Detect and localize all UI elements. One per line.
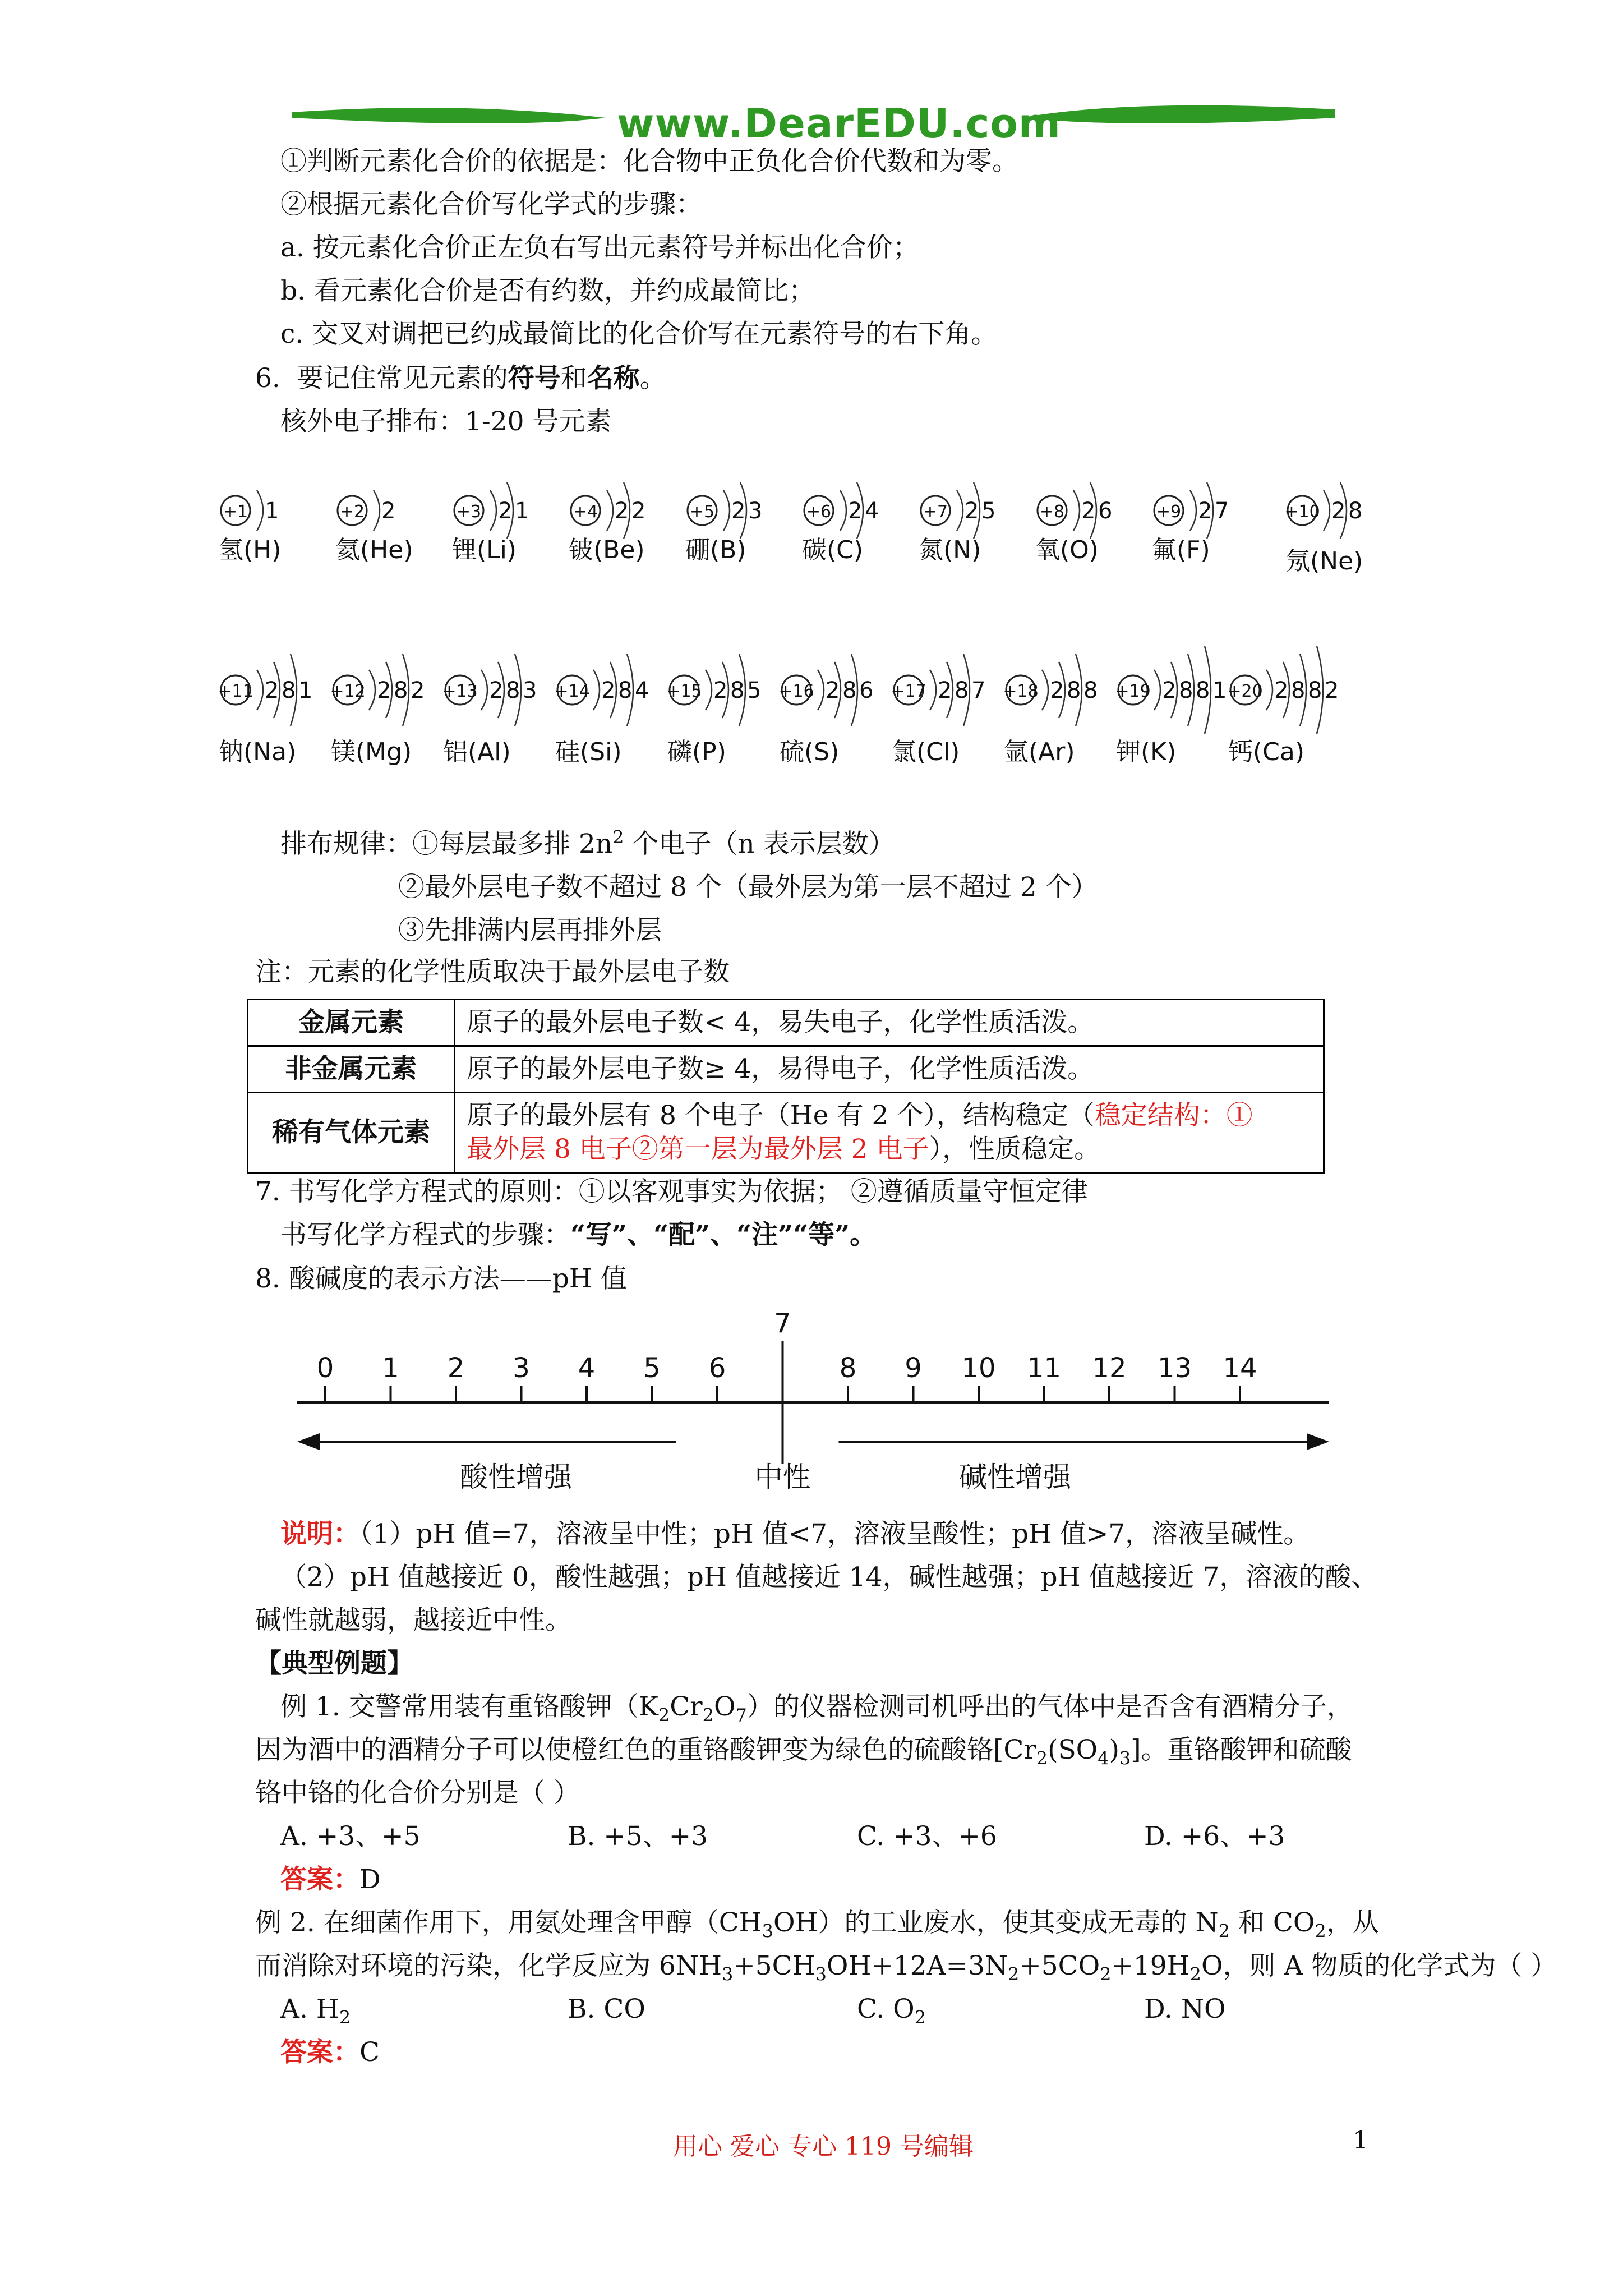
table-row xyxy=(248,1046,1324,1093)
step-a: a. 按元素化合价正左负右写出元素符号并标出化合价； xyxy=(280,232,919,263)
atom-碳(C) xyxy=(802,482,879,564)
section-7-steps: 书写化学方程式的步骤：“写”、“配”、“注”“等”。 xyxy=(280,1220,877,1250)
nucleus-charge: +6 xyxy=(806,502,832,522)
shell-electron-count: 2 xyxy=(1050,678,1064,703)
nucleus-charge: +7 xyxy=(923,502,948,522)
ph-tick-label: 2 xyxy=(447,1352,465,1384)
example-1-answer: 答案：D xyxy=(280,1864,381,1895)
base-arrow-head xyxy=(1307,1433,1329,1450)
atom-硅(Si) xyxy=(554,654,649,766)
nucleus-charge: +5 xyxy=(689,502,715,522)
acid-label: 酸性增强 xyxy=(460,1461,572,1493)
example-1-line-3: 铬中铬的化合价分别是（ ） xyxy=(255,1778,580,1809)
example-1-option-b: B. +5、+3 xyxy=(568,1821,708,1852)
shell-electron-count: 2 xyxy=(1162,678,1177,703)
ph-tick-label: 13 xyxy=(1157,1352,1192,1384)
atom-氦(He) xyxy=(335,490,413,564)
element-label: 氮(N) xyxy=(919,536,981,564)
explanation-1: 说明：（1）pH 值=7，溶液呈中性；pH 值<7，溶液呈酸性；pH 值>7，溶液呈碱性。 xyxy=(280,1519,1310,1549)
element-label: 铝(Al) xyxy=(443,738,511,766)
shell-electron-count: 2 xyxy=(938,678,952,703)
ph-tick-label: 5 xyxy=(643,1352,661,1384)
nucleus-charge: +2 xyxy=(339,502,365,522)
shell-electron-count: 2 xyxy=(1198,498,1212,524)
element-label: 氩(Ar) xyxy=(1004,738,1075,766)
example-1-option-a: A. +3、+5 xyxy=(280,1821,421,1852)
shell-electron-count: 6 xyxy=(1098,498,1113,524)
ph-tick-label: 3 xyxy=(513,1352,530,1384)
shell-electron-count: 8 xyxy=(955,678,969,703)
element-label: 镁(Mg) xyxy=(331,738,412,766)
shell-electron-count: 8 xyxy=(842,678,857,703)
electron-shell-arc xyxy=(1190,490,1196,531)
electron-shell-arc xyxy=(593,670,600,710)
nucleus-charge: +19 xyxy=(1115,682,1151,701)
nucleus-charge: +4 xyxy=(573,502,598,522)
shell-electron-count: 2 xyxy=(615,498,629,524)
example-1-option-c: C. +3、+6 xyxy=(857,1821,997,1852)
ph-scale-diagram xyxy=(292,1301,1335,1503)
nucleus-charge: +3 xyxy=(456,502,482,522)
element-properties-table xyxy=(247,999,1325,1174)
element-label: 氧(O) xyxy=(1035,536,1099,564)
electron-shell-arc xyxy=(706,670,712,710)
example-2-option-b: B. CO xyxy=(568,1994,645,2024)
electron-shell-arc xyxy=(607,490,613,531)
element-label: 硫(S) xyxy=(780,738,840,766)
electron-shell-arc xyxy=(840,490,846,531)
nucleus-charge: +20 xyxy=(1227,682,1263,701)
electron-shell-arc xyxy=(1154,670,1160,710)
electron-shell-arc xyxy=(257,670,263,710)
section-8-title: 8. 酸碱度的表示方法——pH 值 xyxy=(255,1263,627,1294)
shell-electron-count: 2 xyxy=(411,678,425,703)
ph-tick-label: 8 xyxy=(839,1352,857,1384)
examples-heading: 【典型例题】 xyxy=(255,1648,413,1679)
shell-electron-count: 8 xyxy=(618,678,633,703)
nucleus-charge: +15 xyxy=(666,682,702,701)
nucleus-charge: +13 xyxy=(442,682,478,701)
table-row xyxy=(248,1093,1324,1173)
shell-electron-count: 8 xyxy=(1291,678,1306,703)
example-1-option-d: D. +6、+3 xyxy=(1144,1821,1285,1852)
atom-铍(Be) xyxy=(569,482,645,564)
electron-shell-arc xyxy=(1042,670,1048,710)
shell-electron-count: 8 xyxy=(1067,678,1081,703)
element-label: 磷(P) xyxy=(667,738,726,766)
table-cell-key: 稀有气体元素 xyxy=(248,1093,455,1173)
shell-electron-count: 2 xyxy=(377,678,391,703)
atom-钾(K) xyxy=(1115,646,1227,766)
electron-shell-arc xyxy=(481,670,487,710)
shell-electron-count: 2 xyxy=(498,498,513,524)
shell-electron-count: 5 xyxy=(747,678,762,703)
table-cell-value: 原子的最外层电子数≥ 4，易得电子，化学性质活泼。 xyxy=(455,1046,1324,1093)
note-chemical-property: 注：元素的化学性质取决于最外层电子数 xyxy=(255,956,730,987)
element-label: 氖(Ne) xyxy=(1285,547,1363,576)
shell-electron-count: 2 xyxy=(731,498,746,524)
rule-1: 排布规律：①每层最多排 $2n^2$ 个电子（n 表示层数） xyxy=(280,826,895,859)
element-label: 硅(Si) xyxy=(555,738,622,766)
section-6-title: 6. 要记住常见元素的符号和名称。 xyxy=(255,363,666,394)
atom-氟(F) xyxy=(1152,482,1229,564)
shell-electron-count: 8 xyxy=(394,678,408,703)
example-2-line-2: 而消除对环境的污染，化学反应为 $6NH_3+5CH_3OH+12A=3N_2+5CO_2+19H_2O$，则 A 物质的化学式为（ ） xyxy=(255,1950,1557,1985)
element-label: 钙(Ca) xyxy=(1228,738,1305,766)
atom-氮(N) xyxy=(919,482,995,564)
shell-electron-count: 3 xyxy=(748,498,763,524)
atom-氢(H) xyxy=(219,490,281,564)
rule-valence-basis: ①判断元素化合价的依据是：化合物中正负化合价代数和为零。 xyxy=(280,146,1018,177)
shell-electron-count: 8 xyxy=(1196,678,1210,703)
electron-shell-arc xyxy=(490,490,496,531)
page-number: 1 xyxy=(1353,2126,1368,2155)
shell-electron-count: 2 xyxy=(381,498,396,524)
ph-tick-label: 7 xyxy=(774,1308,791,1339)
element-label: 钾(K) xyxy=(1116,738,1177,766)
nucleus-charge: +1 xyxy=(223,502,248,522)
atom-structure-diagrams xyxy=(213,466,1424,802)
electron-shell-arc xyxy=(930,670,936,710)
nucleus-charge: +12 xyxy=(330,682,366,701)
nucleus-charge: +14 xyxy=(554,682,590,701)
atom-铝(Al) xyxy=(442,654,537,766)
ph-tick-label: 14 xyxy=(1223,1352,1257,1384)
ph-tick-label: 11 xyxy=(1026,1352,1062,1384)
shell-electron-count: 4 xyxy=(865,498,879,524)
shell-electron-count: 8 xyxy=(282,678,296,703)
atom-锂(Li) xyxy=(452,482,529,564)
shell-electron-count: 2 xyxy=(826,678,840,703)
shell-electron-count: 1 xyxy=(265,498,279,524)
electron-shell-arc xyxy=(957,490,963,531)
nucleus-charge: +17 xyxy=(891,682,926,701)
nucleus-charge: +8 xyxy=(1039,502,1065,522)
element-label: 硼(B) xyxy=(685,536,746,564)
electron-shell-arc xyxy=(1266,670,1272,710)
shell-electron-count: 8 xyxy=(730,678,745,703)
shell-electron-count: 2 xyxy=(631,498,646,524)
site-logo[interactable]: www.DearEDU.com xyxy=(617,100,1061,147)
electron-shell-arc xyxy=(818,670,824,710)
example-2-line-1: 例 2. 在细菌作用下，用氨处理含甲醇$(CH_3OH)$的工业废水，使其变成无毒的 $N_2$ 和 $CO_2$，从 xyxy=(255,1907,1379,1942)
table-row xyxy=(248,1000,1324,1046)
atom-磷(P) xyxy=(666,654,761,766)
step-b: b. 看元素化合价是否有约数，并约成最简比； xyxy=(280,275,815,306)
atom-钠(Na) xyxy=(218,654,312,766)
section-7-principle: 7. 书写化学方程式的原则：①以客观事实为依据； ②遵循质量守恒定律 xyxy=(255,1176,1088,1207)
ph-tick-label: 0 xyxy=(316,1352,334,1384)
element-label: 氯(Cl) xyxy=(892,738,960,766)
nucleus-charge: +9 xyxy=(1156,502,1182,522)
atom-氯(Cl) xyxy=(891,654,985,766)
shell-electron-count: 1 xyxy=(298,678,313,703)
shell-electron-count: 2 xyxy=(489,678,504,703)
element-label: 氢(H) xyxy=(219,536,282,564)
ph-tick-label: 6 xyxy=(708,1352,726,1384)
shell-electron-count: 5 xyxy=(981,498,996,524)
base-label: 碱性增强 xyxy=(959,1461,1071,1493)
table-cell-value: 原子的最外层有 8 个电子（He 有 2 个），结构稳定（稳定结构：① 最外层 8 电子②第一层为最外层 2 电子），性质稳定。 xyxy=(455,1093,1324,1173)
nucleus-charge: +11 xyxy=(218,682,253,701)
example-2-option-a: A. $H_2$ xyxy=(280,1994,351,2028)
shell-electron-count: 3 xyxy=(523,678,537,703)
shell-electron-count: 2 xyxy=(1331,498,1346,524)
electron-shell-arc xyxy=(1073,490,1080,531)
element-label: 锂(Li) xyxy=(452,536,517,564)
ph-tick-label: 10 xyxy=(961,1352,996,1384)
shell-electron-count: 4 xyxy=(635,678,649,703)
shell-electron-count: 8 xyxy=(1348,498,1363,524)
shell-electron-count: 2 xyxy=(1274,678,1289,703)
electron-config-subtitle: 核外电子排布：1-20 号元素 xyxy=(280,406,612,437)
electron-shell-arc xyxy=(1324,490,1330,531)
atom-硫(S) xyxy=(778,654,873,766)
rule-formula-steps: ②根据元素化合价写化学式的步骤： xyxy=(280,189,702,220)
acid-arrow-head xyxy=(297,1433,320,1450)
rule-3: ③先排满内层再排外层 xyxy=(398,915,662,946)
shell-electron-count: 7 xyxy=(971,678,986,703)
shell-electron-count: 2 xyxy=(265,678,279,703)
shell-electron-count: 8 xyxy=(1308,678,1322,703)
example-1-line-2: 因为酒中的酒精分子可以使橙红色的重铬酸钾变为绿色的硫酸铬$[Cr_2(SO_4)_3]$。重铬酸钾和硫酸 xyxy=(255,1734,1352,1769)
ph-tick-label: 9 xyxy=(905,1352,922,1384)
element-label: 钠(Na) xyxy=(219,738,297,766)
shell-electron-count: 2 xyxy=(713,678,728,703)
shell-electron-count: 8 xyxy=(506,678,520,703)
neutral-label: 中性 xyxy=(754,1461,811,1493)
element-label: 铍(Be) xyxy=(569,536,645,564)
electron-shell-arc xyxy=(257,490,263,531)
atom-镁(Mg) xyxy=(330,654,425,766)
atom-氧(O) xyxy=(1035,482,1112,564)
shell-electron-count: 2 xyxy=(601,678,616,703)
shell-electron-count: 8 xyxy=(1179,678,1193,703)
nucleus-charge: +18 xyxy=(1003,682,1039,701)
nucleus-charge: +10 xyxy=(1284,502,1320,522)
example-2-option-c: C. $O_2$ xyxy=(857,1994,926,2028)
table-cell-key: 非金属元素 xyxy=(248,1046,455,1093)
element-label: 碳(C) xyxy=(802,536,864,564)
ph-tick-label: 1 xyxy=(382,1352,399,1384)
electron-shell-arc xyxy=(723,490,730,531)
shell-electron-count: 1 xyxy=(1212,678,1227,703)
shell-electron-count: 6 xyxy=(859,678,874,703)
atom-钙(Ca) xyxy=(1227,646,1339,766)
shell-electron-count: 2 xyxy=(1081,498,1096,524)
step-c: c. 交叉对调把已约成最简比的化合价写在元素符号的右下角。 xyxy=(280,319,998,349)
table-cell-key: 金属元素 xyxy=(248,1000,455,1046)
table-cell-value: 原子的最外层电子数< 4，易失电子，化学性质活泼。 xyxy=(455,1000,1324,1046)
shell-electron-count: 8 xyxy=(1083,678,1098,703)
shell-electron-count: 2 xyxy=(1325,678,1339,703)
ph-tick-label: 12 xyxy=(1092,1352,1127,1384)
element-label: 氟(F) xyxy=(1152,536,1210,564)
nucleus-charge: +16 xyxy=(778,682,814,701)
atom-氩(Ar) xyxy=(1003,654,1098,766)
shell-electron-count: 2 xyxy=(965,498,979,524)
example-1-line-1: 例 1. 交警常用装有重铬酸钾$(K_2Cr_2O_7)$的仪器检测司机呼出的气体中是否含有酒精分子， xyxy=(280,1691,1353,1726)
shell-electron-count: 1 xyxy=(515,498,529,524)
shell-electron-count: 7 xyxy=(1215,498,1229,524)
electron-shell-arc xyxy=(374,490,380,531)
example-2-option-d: D. NO xyxy=(1144,1994,1226,2024)
example-2-answer: 答案：C xyxy=(280,2037,380,2068)
shell-electron-count: 2 xyxy=(848,498,863,524)
ph-tick-label: 4 xyxy=(578,1352,596,1384)
footer-text: 用心 爱心 专心 119 号编辑 xyxy=(673,2132,974,2161)
explanation-2b: 碱性就越弱，越接近中性。 xyxy=(255,1605,571,1636)
electron-shell-arc xyxy=(369,670,375,710)
element-label: 氦(He) xyxy=(335,536,413,564)
atom-硼(B) xyxy=(685,482,762,564)
atom-氖(Ne) xyxy=(1284,482,1363,576)
explanation-2a: （2）pH 值越接近 0，酸性越强；pH 值越接近 14，碱性越强；pH 值越接近 7，溶液的酸、 xyxy=(280,1562,1378,1593)
rule-2: ②最外层电子数不超过 8 个（最外层为第一层不超过 2 个） xyxy=(398,872,1098,903)
